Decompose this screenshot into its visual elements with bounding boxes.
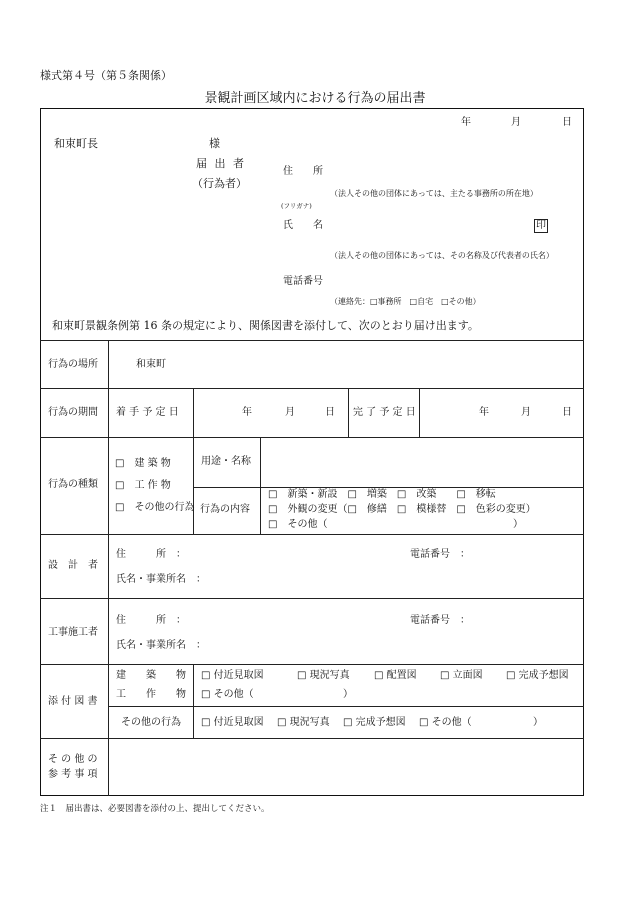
reference-label-line1: そ の 他 の <box>48 754 98 765</box>
divider <box>40 388 584 389</box>
attach-row1-item: □ 立面図 <box>440 670 483 681</box>
content-line-1: □ 新築・新設 □ 増築 □ 改築 □ 移転 <box>268 489 496 500</box>
end-month: 月 <box>521 407 531 418</box>
designer-address-label: 住 所 ： <box>116 549 186 560</box>
content-line-3-start: □ その他（ <box>268 519 328 530</box>
contractor-address-label: 住 所 ： <box>116 615 186 626</box>
kind-label: 行為の種類 <box>48 479 98 490</box>
content-line-3-end: ） <box>513 519 523 530</box>
start-month: 月 <box>285 407 295 418</box>
name-note: （法人その他の団体にあっては、その名称及び代表者の氏名） <box>330 251 554 260</box>
content-line-2: □ 外観の変更（□ 修繕 □ 模様替 □ 色彩の変更） <box>268 504 536 515</box>
attach-row3-item: □ その他（ <box>419 717 472 728</box>
attach-row3-item: □ 完成予想図 <box>343 717 406 728</box>
contractor-label: 工事施工者 <box>48 627 98 638</box>
date-year: 年 <box>461 117 471 128</box>
use-name-label: 用途・名称 <box>201 456 251 467</box>
end-date-label: 完 了 予 定 日 <box>353 407 416 418</box>
start-year: 年 <box>242 407 252 418</box>
address-note: （法人その他の団体にあっては、主たる事務所の所在地） <box>330 189 538 198</box>
divider <box>193 487 584 488</box>
phone-label: 電話番号 <box>283 276 323 287</box>
end-day: 日 <box>562 407 572 418</box>
attach-row3-item: ） <box>533 717 543 728</box>
statement: 和束町景観条例第 16 条の規定により、関係図書を添付して、次のとおり届け出ます。 <box>52 319 479 332</box>
date-month: 月 <box>511 117 521 128</box>
contractor-name-label: 氏名・事業所名 ： <box>116 640 206 651</box>
notifier-label: 届 出 者 <box>196 157 246 170</box>
divider <box>40 534 584 535</box>
contact-note: （連絡先：□事務所 □自宅 □その他） <box>330 297 481 306</box>
kind-option-building: □ 建 築 物 <box>115 458 171 469</box>
attach-row2-start: □ その他（ <box>201 689 254 700</box>
attach-other-label: その他の行為 <box>121 717 181 728</box>
divider <box>40 340 584 341</box>
start-day: 日 <box>325 407 335 418</box>
attach-row3-item: □ 現況写真 <box>277 717 330 728</box>
end-year: 年 <box>479 407 489 418</box>
designer-label: 設 計 者 <box>48 560 98 571</box>
kind-option-structure: □ 工 作 物 <box>115 480 171 491</box>
divider <box>193 664 194 738</box>
attach-structure-label: 工 作 物 <box>116 689 186 700</box>
designer-phone-label: 電話番号 ： <box>410 549 470 560</box>
addressee: 和束町長 <box>54 137 98 150</box>
addressee-honorific: 様 <box>209 137 220 150</box>
address-label: 住 所 <box>283 166 323 177</box>
start-date-label: 着 手 予 定 日 <box>116 407 179 418</box>
footnote: 注１ 届出書は、必要図書を添付の上、提出してください。 <box>40 804 270 814</box>
divider <box>40 738 584 739</box>
divider <box>348 388 349 437</box>
attachments-label: 添 付 図 書 <box>48 696 98 707</box>
divider <box>40 437 584 438</box>
attach-building-label: 建 築 物 <box>116 670 186 681</box>
divider <box>40 664 584 665</box>
divider <box>108 706 584 707</box>
reference-label-line2: 参 考 事 項 <box>48 769 98 780</box>
page-title: 景観計画区域内における行為の届出書 <box>204 91 426 106</box>
divider <box>260 437 261 534</box>
seal-mark: 印 <box>536 220 546 231</box>
period-label: 行為の期間 <box>48 407 98 418</box>
name-label: 氏 名 <box>283 220 323 231</box>
attach-row1-item: □ 配置図 <box>374 670 417 681</box>
notifier-sub: （行為者） <box>192 177 247 190</box>
kind-option-other: □ その他の行為 <box>115 502 195 513</box>
attach-row1-item: □ 付近見取図 <box>201 670 264 681</box>
attach-row1-item: □ 現況写真 <box>297 670 350 681</box>
divider <box>419 388 420 437</box>
contractor-phone-label: 電話番号 ： <box>410 615 470 626</box>
place-value: 和束町 <box>136 359 166 370</box>
divider <box>108 340 109 796</box>
attach-row2-end: ） <box>343 689 353 700</box>
form-code: 様式第４号（第５条関係） <box>40 69 172 82</box>
furigana-label: (フリガナ) <box>281 202 312 210</box>
attach-row1-item: □ 完成予想図 <box>506 670 569 681</box>
place-label: 行為の場所 <box>48 359 98 370</box>
divider <box>40 598 584 599</box>
date-day: 日 <box>562 117 572 128</box>
designer-name-label: 氏名・事業所名 ： <box>116 574 206 585</box>
attach-row3-item: □ 付近見取図 <box>201 717 264 728</box>
content-label: 行為の内容 <box>200 504 250 515</box>
